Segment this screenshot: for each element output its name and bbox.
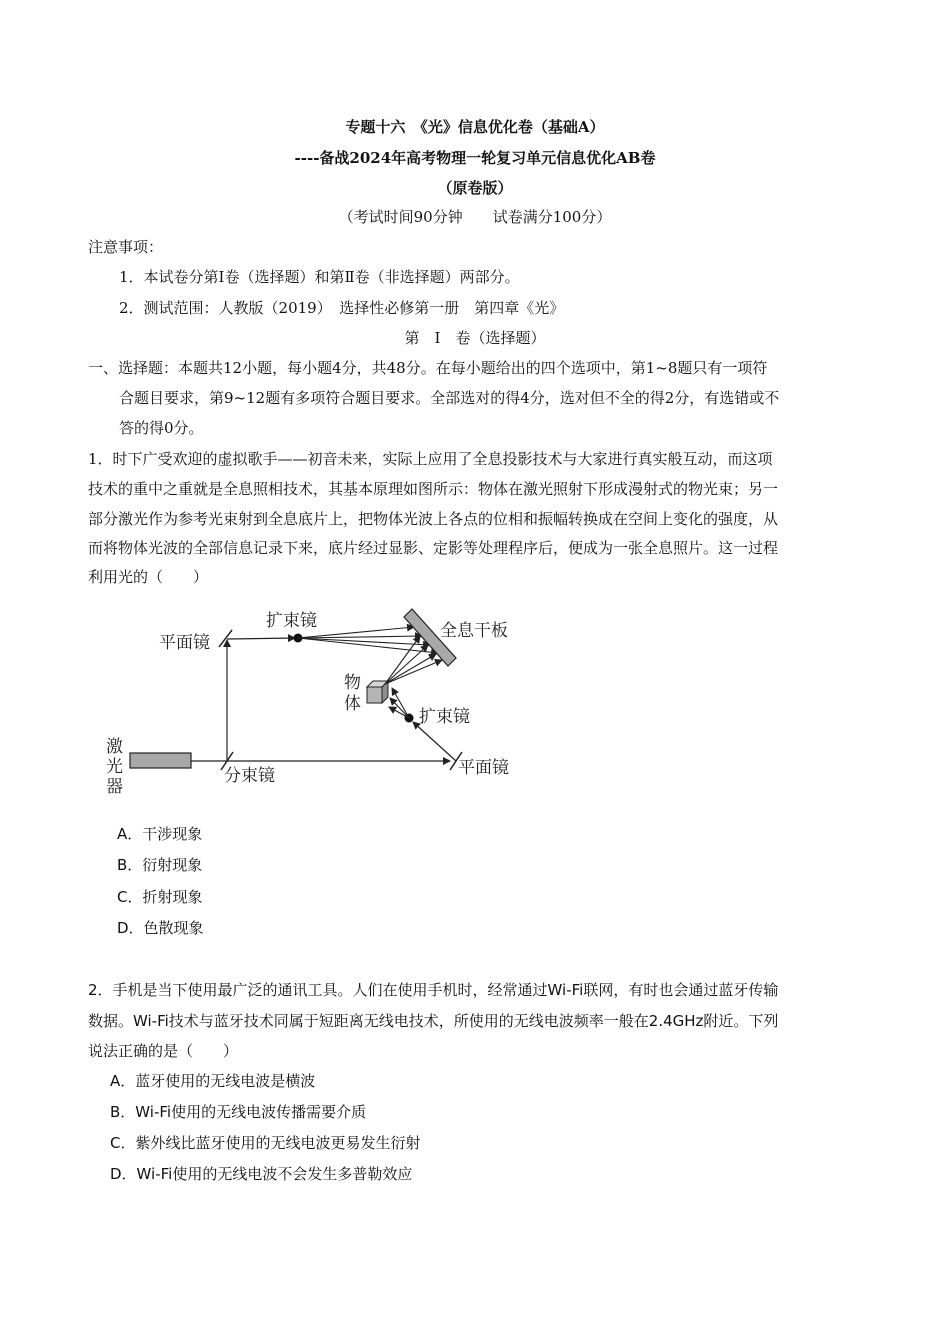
section-instruction: 一、选择题：本题共12小题，每小题4分，共48分。在每小题给出的四个选项中，第1~8题只有一项符 — [88, 359, 768, 377]
q2-option-a[interactable]: A．蓝牙使用的无线电波是横波 — [110, 1072, 316, 1090]
q2-stem: 数据。Wi-Fi技术与蓝牙技术同属于短距离无线电技术，所使用的无线电波频率一般在2.4GHz附近。下列 — [88, 1012, 779, 1030]
title-line-2: ----备战2024年高考物理一轮复习单元信息优化AB卷 — [294, 149, 656, 167]
q1-stem: 部分激光作为参考光束射到全息底片上，把物体光波上各点的位相和振幅转换成在空间上变化的强度，从 — [88, 510, 779, 528]
label-splitter: 分束镜 — [224, 766, 275, 786]
label-flat-mirror-top: 平面镜 — [159, 633, 210, 653]
q1-stem: 技术的重中之重就是全息照相技术，其基本原理如图所示：物体在激光照射下形成漫射式的物光束；另一 — [88, 480, 779, 498]
title-line-1: 专题十六 《光》信息优化卷（基础A） — [345, 118, 605, 136]
q1-stem: 利用光的（ ） — [88, 568, 209, 586]
q2-option-d[interactable]: D．Wi-Fi使用的无线电波不会发生多普勒效应 — [110, 1165, 413, 1183]
exam-info: （考试时间90分钟 试卷满分100分） — [338, 208, 612, 226]
q2-stem: 2．手机是当下使用最广泛的通讯工具。人们在使用手机时，经常通过Wi-Fi联网，有时也会通过蓝牙传输 — [88, 981, 779, 999]
section-instruction: 合题目要求，第9~12题有多项符合题目要求。全部选对的得4分，选对但不全的得2分，有选错或不 — [119, 389, 780, 407]
label-expander-top: 扩束镜 — [266, 611, 317, 631]
label-laser: 光 — [106, 757, 123, 777]
q1-option-c[interactable]: C．折射现象 — [117, 888, 203, 906]
q1-option-d[interactable]: D．色散现象 — [117, 919, 204, 937]
label-expander-bottom: 扩束镜 — [419, 707, 470, 727]
q2-option-c[interactable]: C．紫外线比蓝牙使用的无线电波更易发生衍射 — [110, 1134, 421, 1152]
q1-stem: 1．时下广受欢迎的虚拟歌手——初音未来，实际上应用了全息投影技术与大家进行真实般互动，而这项 — [88, 450, 773, 468]
notes-heading: 注意事项： — [88, 238, 164, 256]
label-object: 体 — [344, 694, 361, 714]
note-item-1: 1．本试卷分第Ⅰ卷（选择题）和第Ⅱ卷（非选择题）两部分。 — [119, 268, 520, 286]
label-flat-mirror-right: 平面镜 — [458, 758, 509, 778]
object-cube — [367, 681, 388, 703]
note-item-2: 2．测试范围：人教版（2019） 选择性必修第一册 第四章《光》 — [119, 299, 565, 317]
label-plate: 全息干板 — [440, 621, 508, 641]
q1-stem: 而将物体光波的全部信息记录下来，底片经过显影、定影等处理程序后，便成为一张全息照片。这一过程 — [88, 539, 779, 557]
q2-stem: 说法正确的是（ ） — [88, 1042, 239, 1060]
laser-body — [130, 753, 191, 768]
volume-heading: 第 Ⅰ 卷（选择题） — [404, 329, 546, 347]
title-line-3: （原卷版） — [437, 179, 513, 197]
q2-option-b[interactable]: B．Wi-Fi使用的无线电波传播需要介质 — [110, 1103, 367, 1121]
label-laser: 激 — [106, 737, 123, 757]
section-instruction: 答的得0分。 — [119, 419, 204, 437]
label-laser: 器 — [106, 777, 123, 797]
q1-option-b[interactable]: B．衍射现象 — [117, 856, 203, 874]
label-object: 物 — [344, 673, 361, 693]
holography-diagram — [90, 598, 530, 808]
q1-option-a[interactable]: A．干涉现象 — [117, 825, 203, 843]
